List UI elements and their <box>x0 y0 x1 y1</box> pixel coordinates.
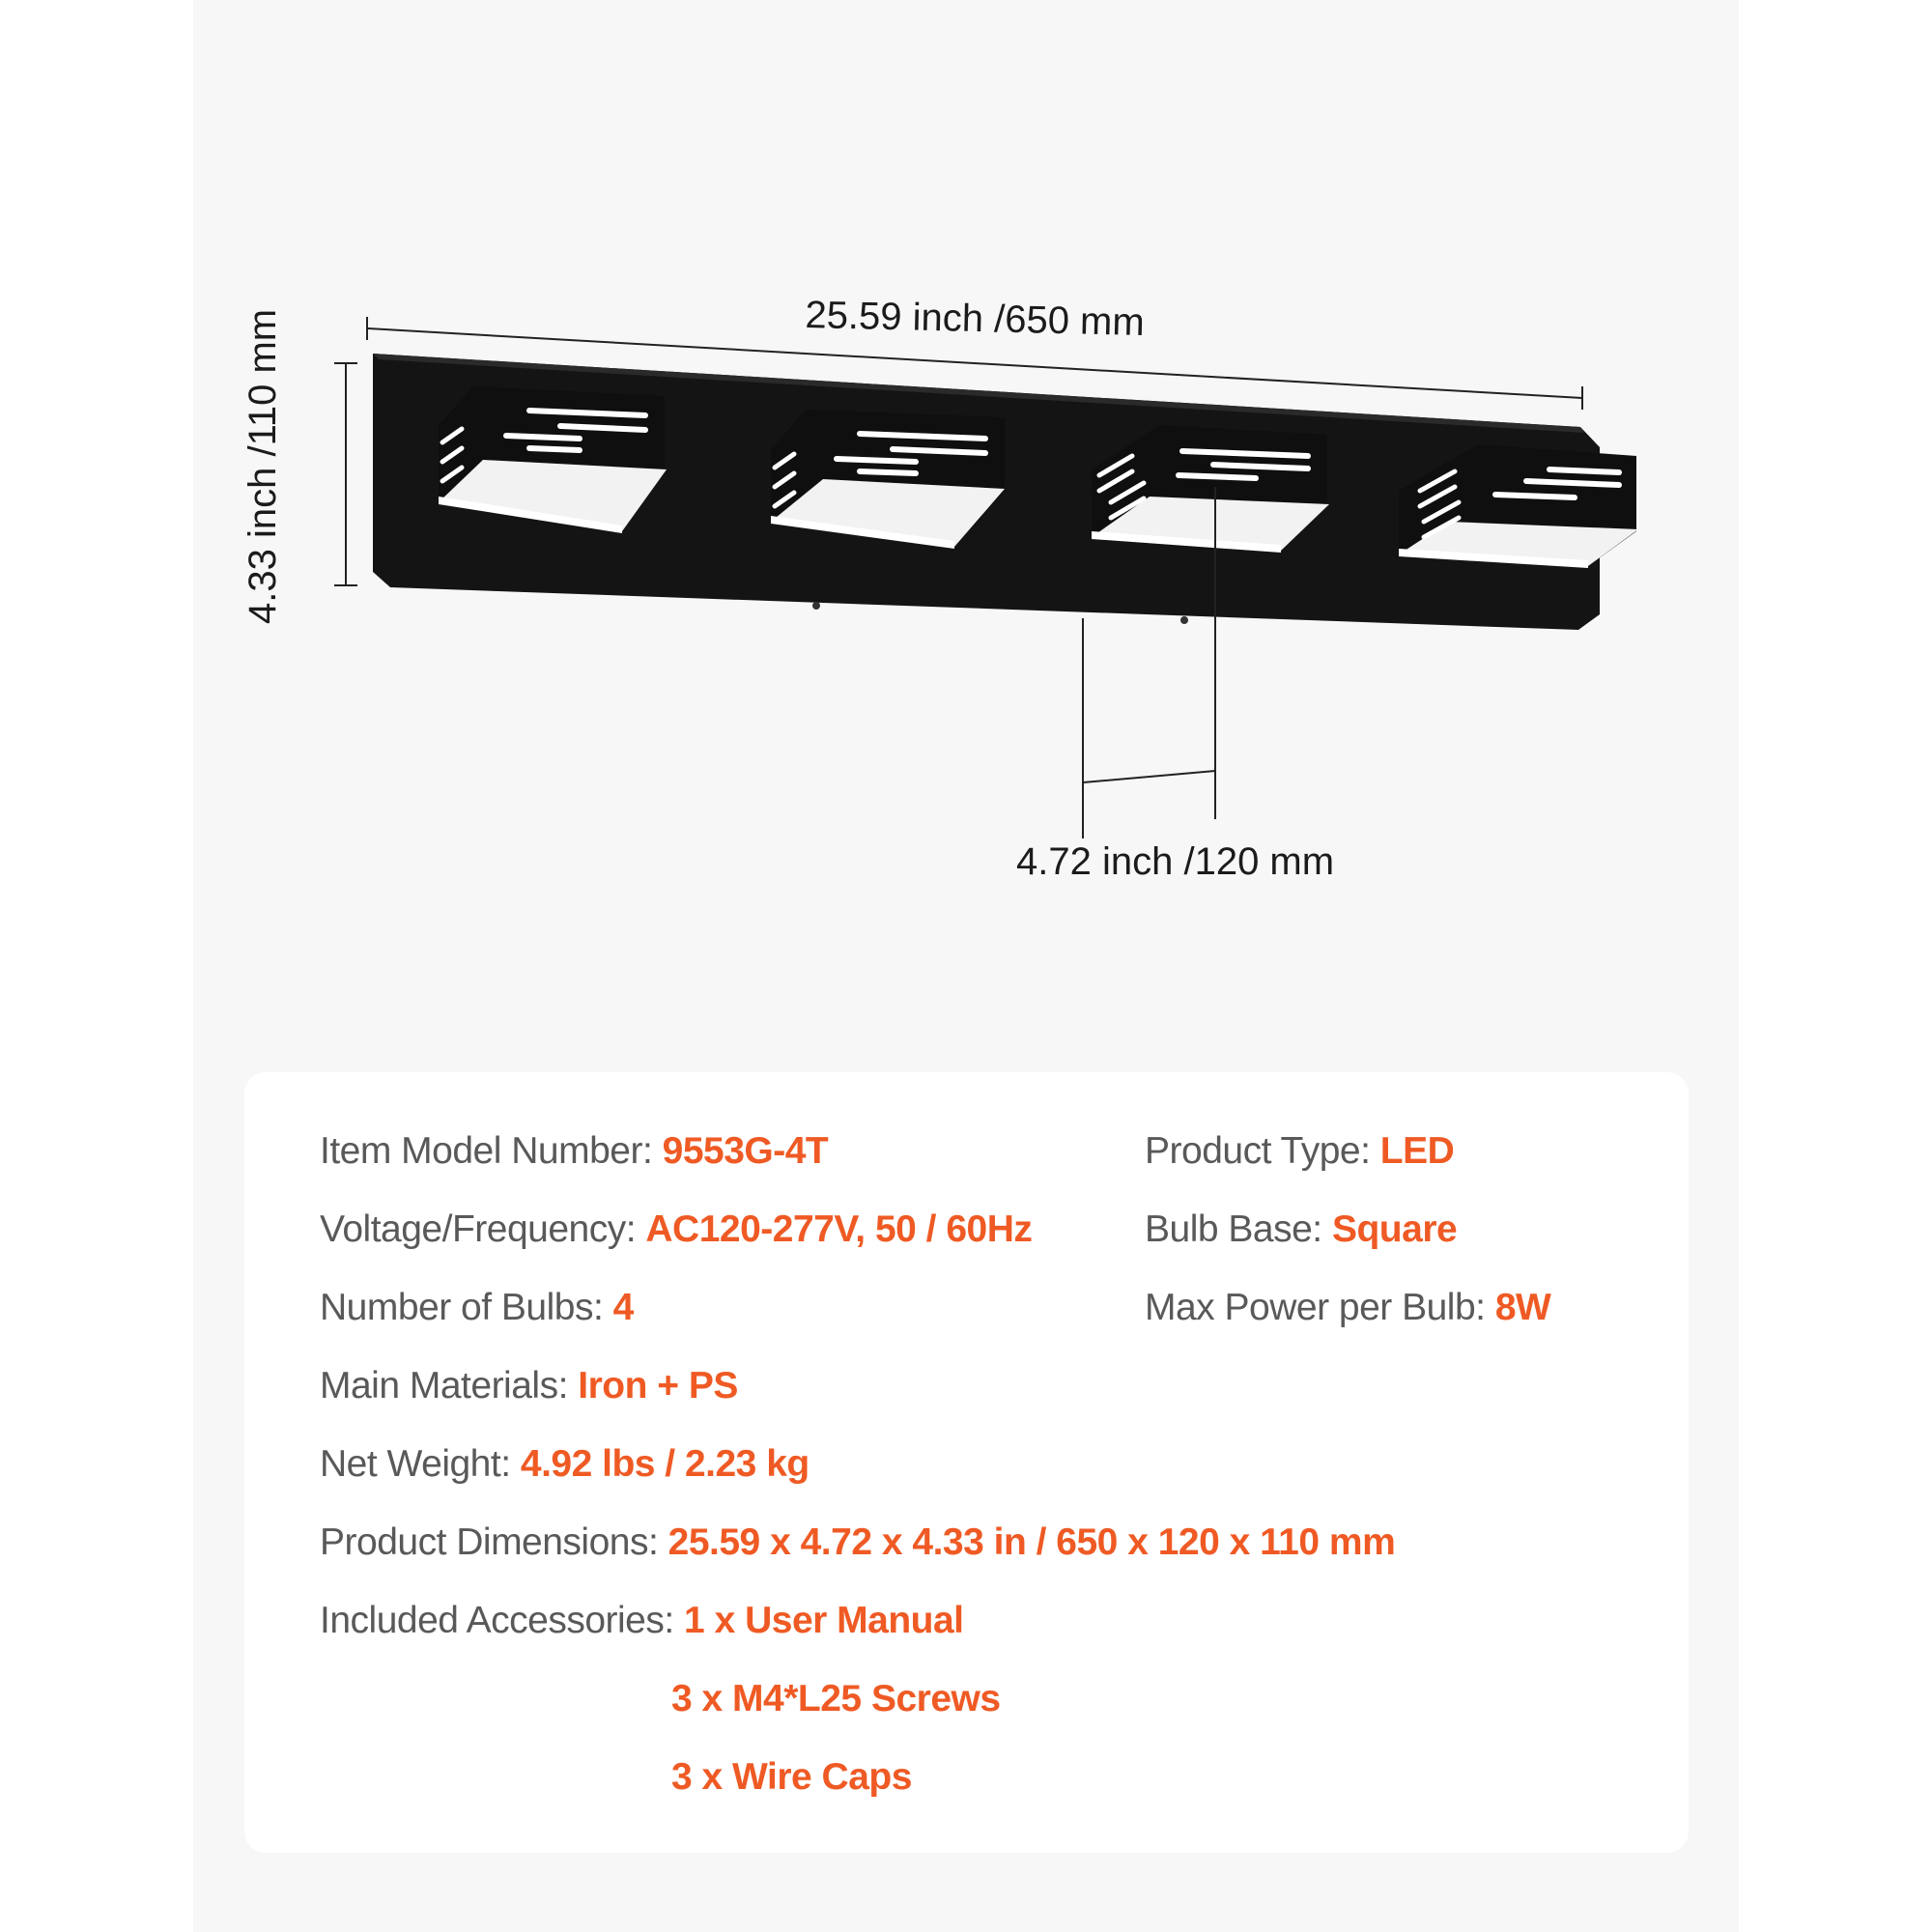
length-dimension-label: 25.59 inch /650 mm <box>805 294 1146 344</box>
spec-main-materials: Main Materials: Iron + PS <box>320 1365 738 1406</box>
spec-voltage-frequency: Voltage/Frequency: AC120-277V, 50 / 60Hz <box>320 1208 1033 1250</box>
accessory-item: 3 x Wire Caps <box>671 1756 912 1798</box>
screw-hole <box>812 602 820 610</box>
spec-included-accessories: Included Accessories: 1 x User Manual <box>320 1600 964 1641</box>
spec-net-weight: Net Weight: 4.92 lbs / 2.23 kg <box>320 1443 810 1485</box>
spec-number-of-bulbs: Number of Bulbs: 4 <box>320 1287 634 1328</box>
light-shade-2 <box>771 410 1005 549</box>
spec-model-number: Item Model Number: 9553G-4T <box>320 1130 829 1172</box>
spec-bulb-base: Bulb Base: Square <box>1145 1208 1458 1250</box>
spec-product-dimensions: Product Dimensions: 25.59 x 4.72 x 4.33 in / 650 x 120 x 110 mm <box>320 1521 1396 1563</box>
screw-hole <box>1180 616 1188 624</box>
spec-max-power: Max Power per Bulb: 8W <box>1145 1287 1551 1328</box>
specification-card <box>244 1072 1689 1853</box>
height-dimension-label: 4.33 inch /110 mm <box>242 308 284 624</box>
spec-product-type: Product Type: LED <box>1145 1130 1455 1172</box>
depth-dimension-label: 4.72 inch /120 mm <box>1016 840 1335 883</box>
accessory-item: 3 x M4*L25 Screws <box>671 1678 1001 1719</box>
